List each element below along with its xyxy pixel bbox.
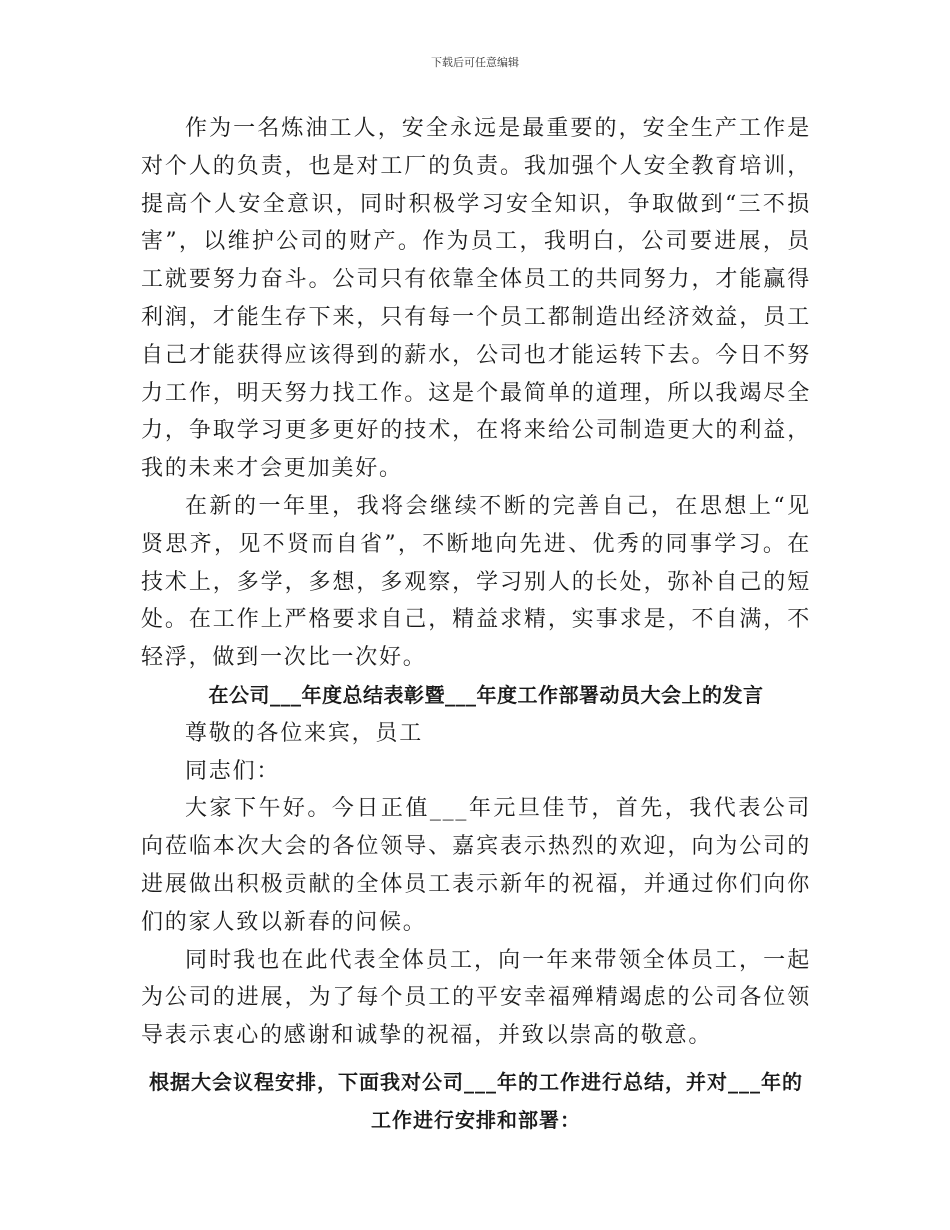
paragraph-thanks: 同时我也在此代表全体员工，向一年来带领全体员工，一起为公司的进展，为了每个员工的平安幸福殚精竭虑的公司各位领导表示衷心的感谢和诚挚的祝福，并致以崇高的敬意。 <box>141 947 811 1049</box>
document-body <box>141 110 811 1139</box>
salutation-guests: 尊敬的各位来宾，员工 <box>185 720 424 746</box>
paragraph-new-year-plan: 在新的一年里，我将会继续不断的完善自己，在思想上“见贤思齐，见不贤而自省”，不断地向先进、优秀的同事学习。在技术上，多学，多想，多观察，学习别人的长处，弥补自己的短处。在工作上严格要求自己，精益求精，实事求是，不自满，不轻浮，做到一次比一次好。 <box>141 493 811 671</box>
speech-title: 在公司___年度总结表彰暨___年度工作部署动员大会上的发言 <box>208 682 764 707</box>
salutation-comrades: 同志们： <box>185 758 281 784</box>
paragraph-safety: 作为一名炼油工人，安全永远是最重要的，安全生产工作是对个人的负责，也是对工厂的负责。我加强个人安全教育培训，提高个人安全意识，同时积极学习安全知识，争取做到“三不损害”，以维护公司的财产。作为员工，我明白，公司要进展，员工就要努力奋斗。公司只有依靠全体员工的共同努力，才能赢得利润，才能生存下来，只有每一个员工都制造出经济效益，员工自己才能获得应该得到的薪水，公司也才能运转下去。今日不努力工作，明天努力找工作。这是个最简单的道理，所以我竭尽全力，争取学习更多更好的技术，在将来给公司制造更大的利益，我的未来才会更加美好。 <box>141 116 811 482</box>
paragraph-greeting: 大家下午好。今日正值___年元旦佳节，首先，我代表公司向莅临本次大会的各位领导、嘉宾表示热烈的欢迎，向为公司的进展做出积极贡献的全体员工表示新年的祝福，并通过你们向你们的家人致以新春的问候。 <box>141 796 811 935</box>
section-heading: 根据大会议程安排，下面我对公司___年的工作进行总结，并对___年的工作进行安排和部署： <box>149 1069 803 1132</box>
page-header: 下载后可任意编辑 <box>431 56 519 69</box>
